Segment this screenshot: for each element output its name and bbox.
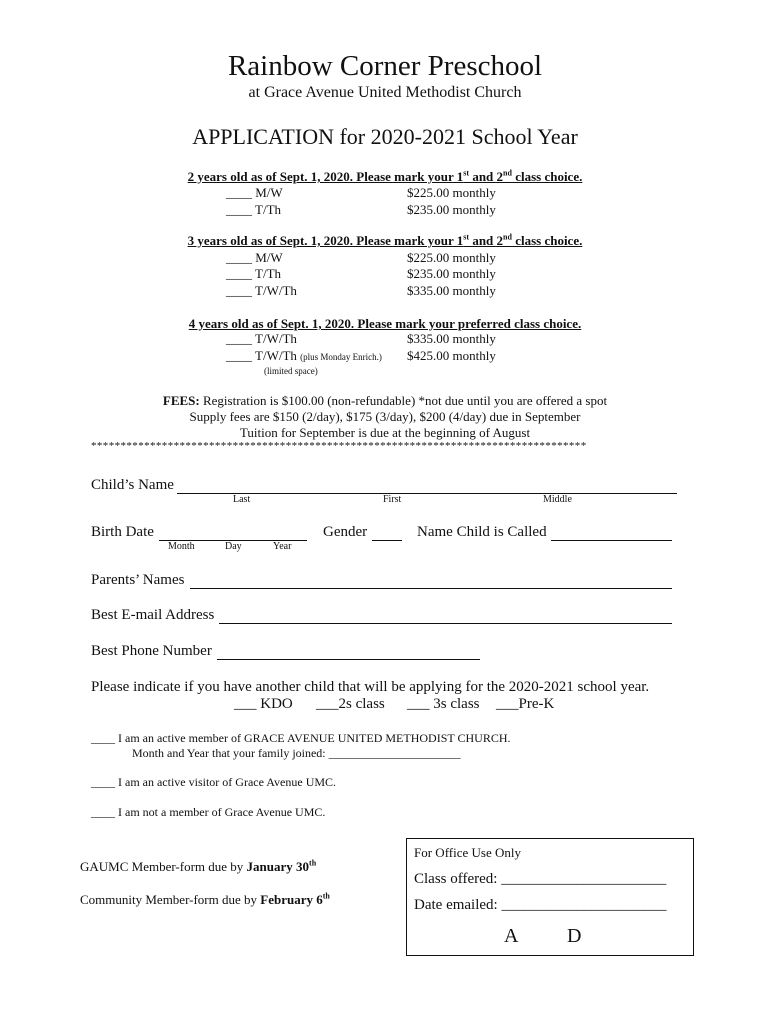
parents-names-label: Parents’ Names — [91, 572, 185, 588]
price-2yr-tth: $235.00 monthly — [407, 202, 496, 217]
price-3yr-twth: $335.00 monthly — [407, 283, 496, 298]
school-name: Rainbow Corner Preschool — [227, 50, 543, 82]
childs-name-label: Child’s Name — [91, 477, 174, 493]
deadline-sup: th — [322, 891, 330, 901]
application-title: APPLICATION for 2020-2021 School Year — [192, 124, 578, 149]
fees-registration — [0, 393, 770, 409]
limited-space-note: (limited space) — [264, 366, 318, 376]
price-4yr-twth: $335.00 monthly — [407, 331, 496, 346]
price-4yr-twth-enrich: $425.00 monthly — [407, 348, 496, 363]
option-label: ____ T/W/Th — [226, 348, 297, 363]
section-2yr-heading — [0, 169, 770, 185]
birth-date-label: Birth Date — [91, 524, 154, 540]
month-sublabel: Month — [168, 541, 195, 552]
sibling-option-2s[interactable]: ___2s class — [316, 696, 385, 712]
first-name-sublabel: First — [383, 494, 402, 505]
office-a-mark: A — [504, 925, 519, 947]
class-offered-field[interactable]: Class offered: ______________________ — [414, 871, 667, 887]
option-3yr-tth[interactable]: ____ T/Th — [226, 266, 282, 281]
price-3yr-mw: $225.00 monthly — [407, 250, 496, 265]
heading-sup: st — [463, 232, 470, 242]
gender-label: Gender — [323, 524, 368, 540]
gaumc-deadline — [80, 859, 316, 875]
birth-date-input[interactable] — [159, 528, 307, 541]
enrich-note: (plus Monday Enrich.) — [300, 352, 382, 362]
heading-text: 3 years old as of Sept. 1, 2020. Please mark your 1 — [187, 233, 464, 248]
sibling-option-prek[interactable]: ___Pre-K — [496, 696, 555, 712]
not-member-statement[interactable]: ____ I am not a member of Grace Avenue UMC. — [91, 805, 326, 819]
phone-input[interactable] — [217, 647, 480, 660]
office-use-title: For Office Use Only — [414, 845, 521, 860]
joined-date-field[interactable]: Month and Year that your family joined: ______________________ — [132, 746, 461, 760]
fees-registration-text: Registration is $100.00 (non-refundable) *not due until you are offered a spot — [199, 393, 608, 408]
office-use-box — [406, 838, 694, 956]
childs-name-input[interactable] — [177, 481, 677, 494]
divider: ************************************************************************************ — [91, 440, 587, 452]
parents-names-input[interactable] — [190, 576, 672, 589]
price-2yr-mw: $225.00 monthly — [407, 185, 496, 200]
church-location: at Grace Avenue United Methodist Church — [248, 84, 522, 101]
office-d-mark: D — [567, 925, 582, 947]
deadline-sup: th — [309, 858, 317, 868]
option-4yr-twth-enrich[interactable] — [226, 348, 382, 364]
day-sublabel: Day — [225, 541, 242, 552]
email-label: Best E-mail Address — [91, 607, 215, 623]
heading-sup: nd — [503, 232, 512, 242]
option-2yr-mw[interactable]: ____ M/W — [226, 185, 283, 200]
heading-text: and 2 — [469, 169, 504, 184]
option-3yr-twth[interactable]: ____ T/W/Th — [226, 283, 297, 298]
name-called-label: Name Child is Called — [417, 524, 547, 540]
last-name-sublabel: Last — [233, 494, 251, 505]
option-2yr-tth[interactable]: ____ T/Th — [226, 202, 282, 217]
section-3yr-heading — [0, 233, 770, 249]
gender-input[interactable] — [372, 528, 402, 541]
heading-sup: nd — [503, 168, 512, 178]
option-3yr-mw[interactable]: ____ M/W — [226, 250, 283, 265]
sibling-option-kdo[interactable]: ___ KDO — [234, 696, 293, 712]
active-member-statement[interactable]: ____ I am an active member of GRACE AVENUE UNITED METHODIST CHURCH. — [91, 731, 511, 745]
fees-tuition: Tuition for September is due at the beginning of August — [239, 425, 531, 440]
sibling-prompt: Please indicate if you have another child that will be applying for the 2020-2021 school year. — [91, 679, 650, 695]
active-visitor-statement[interactable]: ____ I am an active visitor of Grace Avenue UMC. — [91, 775, 337, 789]
option-4yr-twth[interactable]: ____ T/W/Th — [226, 331, 297, 346]
heading-text: class choice. — [511, 169, 583, 184]
date-emailed-field[interactable]: Date emailed: ______________________ — [414, 897, 667, 913]
deadline-text: Community Member-form due by — [80, 892, 261, 907]
middle-name-sublabel: Middle — [543, 494, 572, 505]
heading-sup: st — [463, 168, 470, 178]
price-3yr-tth: $235.00 monthly — [407, 266, 496, 281]
fees-supply: Supply fees are $150 (2/day), $175 (3/day), $200 (4/day) due in September — [189, 409, 581, 424]
deadline-text: GAUMC Member-form due by — [80, 859, 247, 874]
email-input[interactable] — [219, 611, 672, 624]
heading-text: class choice. — [511, 233, 583, 248]
sibling-option-3s[interactable]: ___ 3s class — [407, 696, 480, 712]
fees-label: FEES: — [162, 393, 200, 408]
section-4yr-heading: 4 years old as of Sept. 1, 2020. Please mark your preferred class choice. — [188, 316, 582, 331]
deadline-date: January 30 — [246, 859, 310, 874]
community-deadline — [80, 892, 330, 908]
year-sublabel: Year — [273, 541, 292, 552]
phone-label: Best Phone Number — [91, 643, 212, 659]
deadline-date: February 6 — [260, 892, 323, 907]
heading-text: 2 years old as of Sept. 1, 2020. Please mark your 1 — [187, 169, 464, 184]
heading-text: and 2 — [469, 233, 504, 248]
name-called-input[interactable] — [551, 528, 672, 541]
